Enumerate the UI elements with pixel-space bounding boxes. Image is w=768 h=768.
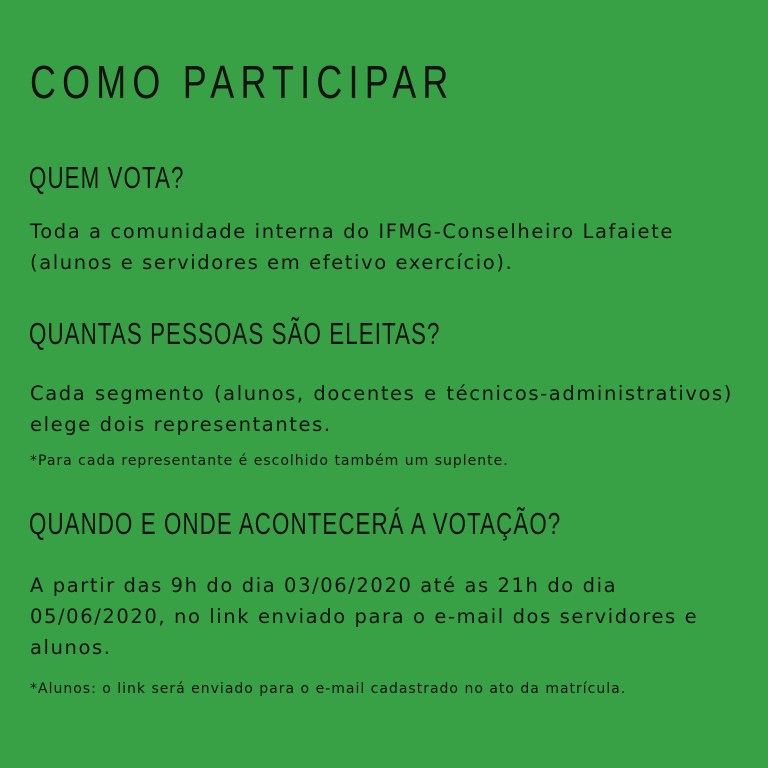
section-heading-when-where: QUANDO E ONDE ACONTECERÁ A VOTAÇÃO? [29,506,562,541]
section-body-when-where: A partir das 9h do dia 03/06/2020 até as 21h do dia 05/06/2020, no link enviado para o e-mail dos servidores e alunos. [30,574,699,659]
section-heading-how-many-elected: QUANTAS PESSOAS SÃO ELEITAS? [29,316,441,351]
section-note-students-link: *Alunos: o link será enviado para o e-mail cadastrado no ato da matrícula. [30,681,627,697]
section-heading-who-votes: QUEM VOTA? [29,160,185,195]
section-body-who-votes: Toda a comunidade interna do IFMG-Conselheiro Lafaiete (alunos e servidores em efetivo exercício). [30,220,674,274]
section-note-substitute: *Para cada representante é escolhido também um suplente. [30,453,509,469]
section-body-how-many-elected: Cada segmento (alunos, docentes e técnicos-administrativos) elege dois representantes. [30,382,733,436]
page-title: COMO PARTICIPAR [30,56,455,108]
